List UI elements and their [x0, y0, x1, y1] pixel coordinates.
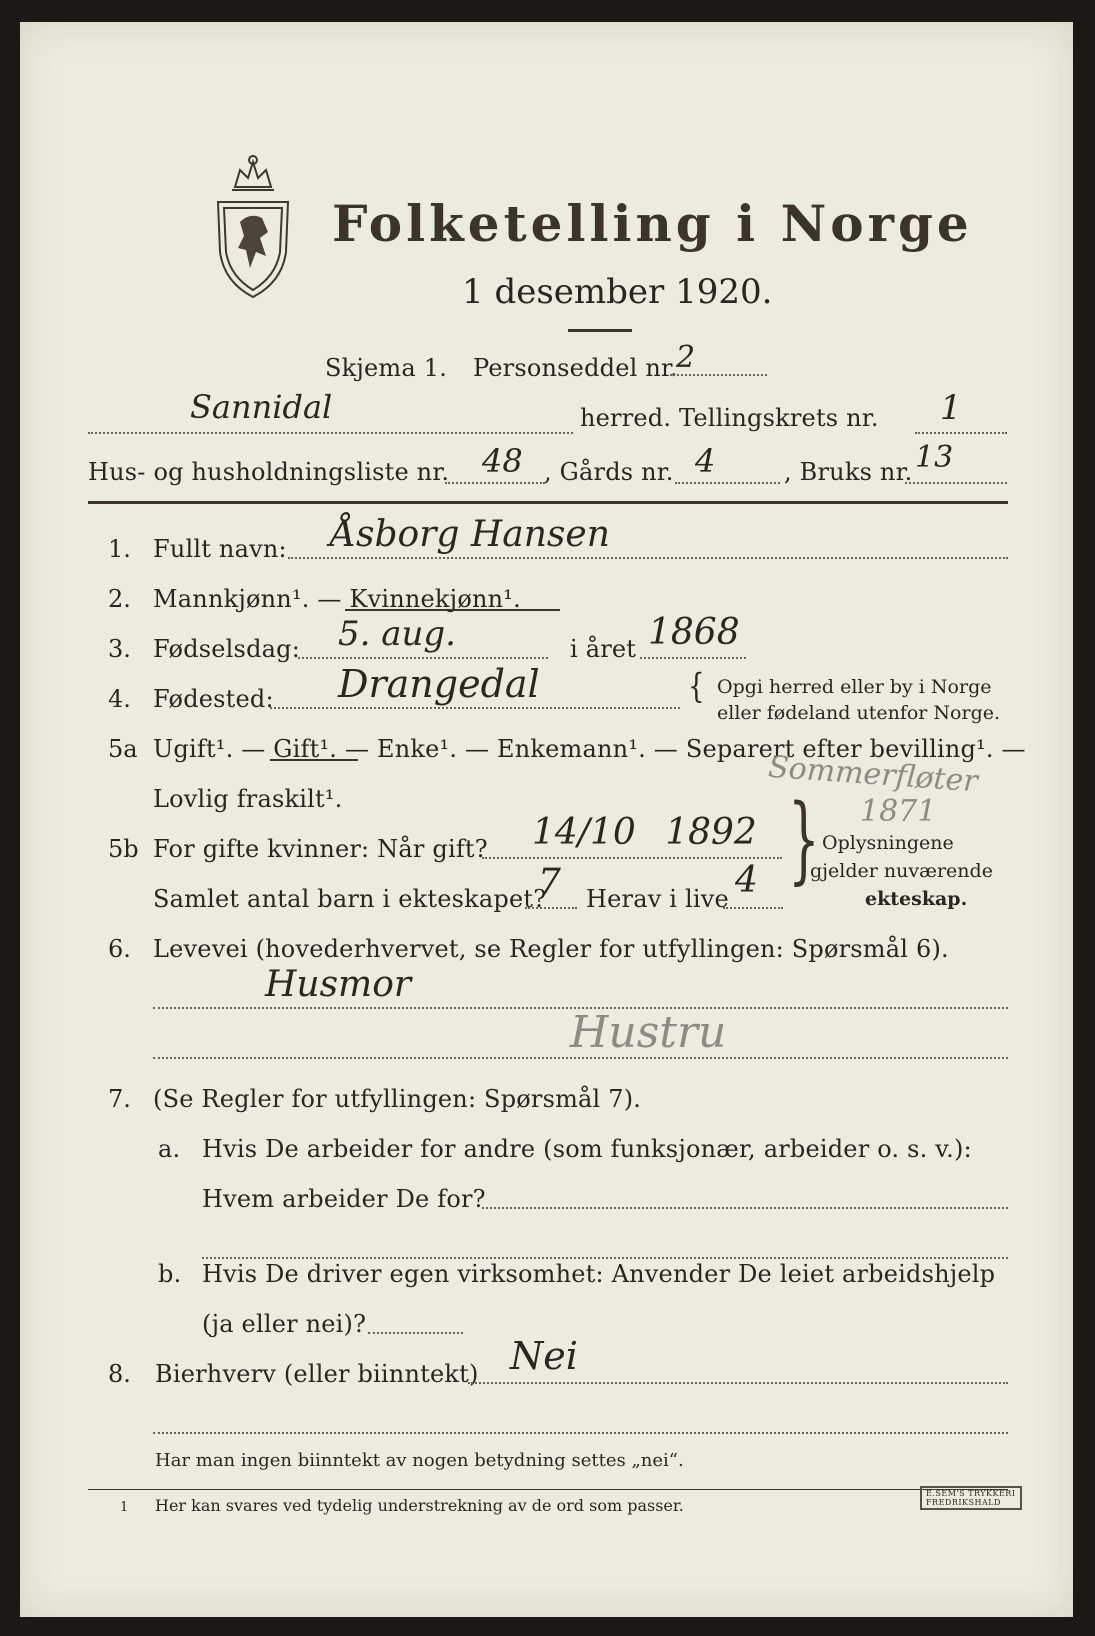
q7a-line-2: [202, 1257, 1008, 1259]
q5b-children-label: Samlet antal barn i ekteskapet?: [153, 885, 547, 913]
q4-birthplace: Drangedal: [338, 662, 540, 706]
printer-stamp-line-2: FREDRIKSHALD: [926, 1498, 1001, 1507]
title-divider: [568, 329, 632, 332]
q3-line: [298, 657, 548, 659]
q5b-alive-line: [723, 907, 783, 909]
q5b-alive-count: 4: [735, 860, 758, 901]
personseddel-label: Personseddel nr.: [473, 354, 678, 382]
q5b-brace: }: [788, 783, 820, 895]
q3-birth-date: 5. aug.: [338, 614, 456, 654]
q7-label: (Se Regler for utfyllingen: Spørsmål 7).: [153, 1085, 642, 1113]
header-separator: [88, 501, 1008, 504]
personseddel-value: 2: [676, 340, 696, 375]
footer-note: Har man ingen biinntekt av nogen betydning settes „nei“.: [155, 1450, 684, 1471]
footnote-mark: 1: [120, 1500, 129, 1515]
personseddel-line: [670, 374, 767, 376]
q5b-line: [482, 857, 782, 859]
q1-number: 1.: [108, 535, 131, 563]
q4-line: [270, 707, 680, 709]
q5a-marital-options: Ugift¹. — Gift¹. — Enke¹. — Enkemann¹. — Separert efter bevilling¹. —: [153, 735, 1026, 763]
footnote-text: Her kan svares ved tydelig understrekning av de ord som passer.: [155, 1496, 684, 1515]
q5b-number: 5b: [108, 835, 139, 863]
q5b-margin-year: 1871: [860, 794, 937, 829]
q4-number: 4.: [108, 685, 131, 713]
q5b-marriage-date: 14/10 1892: [532, 812, 757, 853]
q3-label: Fødselsdag:: [153, 635, 300, 663]
q1-full-name: Åsborg Hansen: [330, 514, 610, 555]
q7b-text: Hvis De driver egen virksomhet: Anvender De leiet arbeidshjelp: [202, 1260, 996, 1288]
tellingskrets-line: [915, 432, 1007, 434]
q4-note-2: eller fødeland utenfor Norge.: [717, 702, 1001, 724]
census-date: 1 desember 1920.: [462, 272, 773, 312]
q5b-note-2-text: gjelder nuværende: [810, 860, 993, 882]
q5b-children-line: [525, 907, 577, 909]
q7b-line: [368, 1332, 463, 1334]
q5b-alive-label: Herav i live: [586, 885, 729, 913]
bruks-value: 13: [915, 440, 954, 475]
q3-year-line: [640, 657, 746, 659]
q5b-note-1: Oplysningene: [822, 832, 954, 854]
q6-occupation: Husmor: [265, 964, 412, 1005]
q7b-text-2: (ja eller nei)?: [202, 1310, 367, 1338]
footer-rule: [88, 1489, 1008, 1490]
q5a-margin-note: Sommerfløter: [767, 749, 979, 800]
q5b-note-2: [810, 860, 993, 882]
q1-line: [288, 557, 1008, 559]
q5b-children-count: 7: [538, 862, 561, 903]
q5b-label: For gifte kvinner: Når gift?: [153, 835, 488, 863]
coat-of-arms-icon: [210, 152, 296, 302]
q4-note-1: Opgi herred eller by i Norge: [717, 676, 992, 698]
form-title: Folketelling i Norge: [332, 194, 973, 253]
q7b-letter: b.: [158, 1260, 182, 1288]
herred-value: Sannidal: [190, 388, 333, 426]
q2-sex-options: Mannkjønn¹. — Kvinnekjønn¹.: [153, 585, 521, 613]
q3-birth-year: 1868: [648, 612, 740, 653]
tellingskrets-value: 1: [940, 388, 962, 428]
q6-line-2: [153, 1057, 1008, 1059]
q5a-number: 5a: [108, 735, 138, 763]
q6-label: Levevei (hovederhvervet, se Regler for utfyllingen: Spørsmål 6).: [153, 935, 949, 963]
q7a-letter: a.: [158, 1135, 181, 1163]
q8-number: 8.: [108, 1360, 131, 1388]
herred-line: [88, 432, 573, 434]
hus-value: 48: [482, 442, 523, 480]
bruks-line: [905, 482, 1007, 484]
q3-year-label: i året: [570, 635, 637, 663]
printer-stamp-line-1: E.SEM'S TRYKKERI: [926, 1489, 1016, 1498]
q7-number: 7.: [108, 1085, 131, 1113]
q4-brace: {: [688, 667, 705, 707]
q8-label: Bierhverv (eller biinntekt): [155, 1360, 479, 1388]
herred-label: herred. Tellingskrets nr.: [580, 404, 879, 432]
skjema-label: Skjema 1.: [325, 354, 448, 382]
q6-occupation-2: Hustru: [570, 1007, 727, 1058]
q7a-text: Hvis De arbeider for andre (som funksjonær, arbeider o. s. v.):: [202, 1135, 972, 1163]
q3-number: 3.: [108, 635, 131, 663]
census-form-sheet: [20, 22, 1073, 1617]
printer-stamp: [920, 1486, 1022, 1510]
q7a-text-2: Hvem arbeider De for?: [202, 1185, 486, 1213]
q6-number: 6.: [108, 935, 131, 963]
q8-secondary-income: Nei: [510, 1334, 578, 1378]
q8-line-1: [468, 1382, 1008, 1384]
q8-line-2: [153, 1432, 1008, 1434]
hus-label: Hus- og husholdningsliste nr.: [88, 458, 450, 486]
hus-line: [445, 482, 545, 484]
q1-label: Fullt navn:: [153, 535, 287, 563]
q7a-line-1: [482, 1207, 1008, 1209]
gards-line: [675, 482, 780, 484]
q5b-note-3: ekteskap.: [865, 888, 968, 910]
q5a-label-2: Lovlig fraskilt¹.: [153, 785, 343, 813]
q4-label: Fødested:: [153, 685, 274, 713]
gards-value: 4: [695, 442, 716, 480]
q2-number: 2.: [108, 585, 131, 613]
q5a-gift-underline: [270, 759, 358, 761]
q2-kvinnekjonn-underline: [345, 609, 560, 611]
gards-label: , Gårds nr.: [544, 458, 674, 486]
bruks-label: , Bruks nr.: [784, 458, 913, 486]
